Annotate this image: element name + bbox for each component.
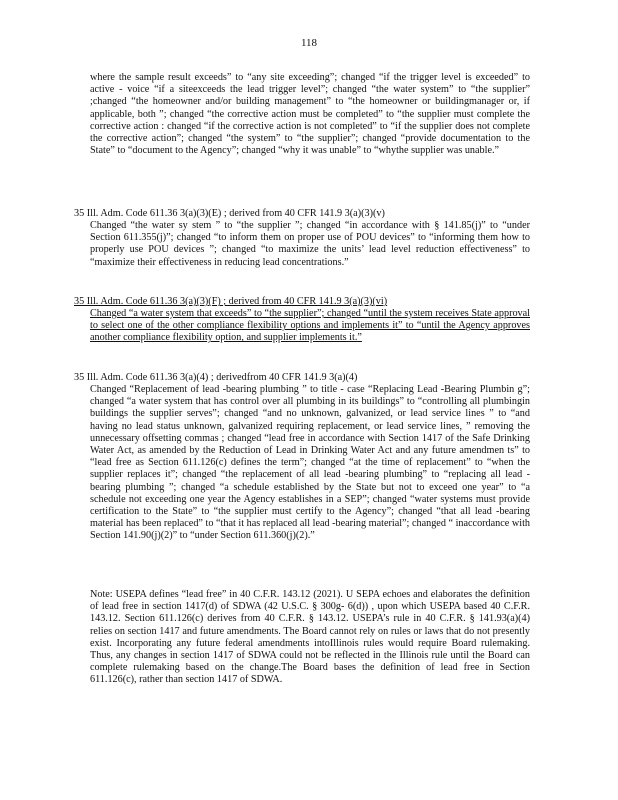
- citation-heading: 35 Ill. Adm. Code 611.36 3(a)(4) ; derivedfrom 40 CFR 141.9 3(a)(4): [74, 372, 358, 383]
- citation-heading: 35 Ill. Adm. Code 611.36 3(a)(3)(F) ; derived from 40 CFR 141.9 3(a)(3)(vi): [74, 296, 388, 307]
- citation-heading: 35 Ill. Adm. Code 611.36 3(a)(3)(E) ; derived from 40 CFR 141.9 3(a)(3)(v): [74, 208, 385, 219]
- entry-body: Changed “Replacement of lead -bearing plumbing ” to title - case “Replacing Lead -Bearing Plumbin g”; changed “a water system that has control over all plumbing in its buildings” to “controlling all plumbingin buildings the supplier serves”; changed “and no unknown, galvanized, or lead service lines ” to “and having no lead status unknown, galvanized requiring replacement, or lead service lines, ” removing the unnecessary offsetting commas ; changed “lead free in accordance with Section 1417 of the Safe Drinking Water Act, as amended by the Reduction of Lead in Drinking Water Act and any future amendmen ts” to “lead free as Section 611.126(c) defines the term”; changed “at the time of replacement” to “when the supplier replaces it”; changed “the replacement of all lead -bearing plumbing” to “replacing all lead -bearing plumbing ”; changed “a schedule established by the State but not to exceed one year” to “a schedule not exceeding one year the Agency establishes in a SEP”; changed “water systems must provide certification to the State” to “the supplier must certify to the Agency”; changed “that all lead -bearing material has been replaced” to “that it has replaced all lead -bearing material”; changed “ inaccordance with Section 141.90(j)(2)” to “under Section 611.360(j)(2).”: [90, 384, 530, 542]
- page-number: 118: [300, 37, 318, 49]
- entry-body: Changed “the water sy stem ” to “the supplier ”; changed “in accordance with § 141.85(j)” to “under Section 611.355(j)”; changed “to inform them on proper use of POU devices” to “informing them how to properly use POU devices ”; changed “to maximize the units’ lead level reduction effectiveness” to “maximize their effectiveness in reducing lead concentrations.”: [90, 220, 530, 268]
- note-paragraph: Note: USEPA defines “lead free” in 40 C.F.R. 143.12 (2021). U SEPA echoes and elaborates the definition of lead free in section 1417(d) of SDWA (42 U.S.C. § 300g- 6(d)) , upon which USEPA based 40 C.F.R. 143.12. Section 611.126(c) derives from 40 C.F.R. § 143.12. USEPA’s rule in 40 C.F.R. § 141.93(a)(4) relies on section 1417 and future amendments. The Board cannot rely on rules or laws that do not presently exist. Incorporating any future federal amendments intoIllinois rules would require Board rulemaking. Thus, any changes in section 1417 of SDWA could not be reflected in the Illinois rule until the Board can complete rulemaking based on the change.The Board bases the definition of lead free in Section 611.126(c), rather than section 1417 of SDWA.: [90, 589, 530, 686]
- entry-body: Changed “a water system that exceeds” to “the supplier”; changed “until the system receives State approval to select one of the other compliance flexibility options and implements it” to “until the Agency approves another compliance flexibility option, and supplier implements it.”: [90, 308, 530, 344]
- entry-body: where the sample result exceeds” to “any site exceeding”; changed “if the trigger level is exceeded” to active - voice “if a siteexceeds the lead trigger level”; changed “the water system” to “the supplier” ;changed “the homeowner and/or building management” to “the homeowner or buildingmanager or, if applicable, both ”; changed “the corrective action must be completed” to “the supplier must complete the corrective action : changed “if the corrective action is not completed” to “if the supplier does not complete the corrective action”; changed “the system” to “the supplier”; changed “provide documentation to the State” to “document to the Agency”; changed “why it was unable” to “whythe supplier was unable.”: [90, 72, 530, 157]
